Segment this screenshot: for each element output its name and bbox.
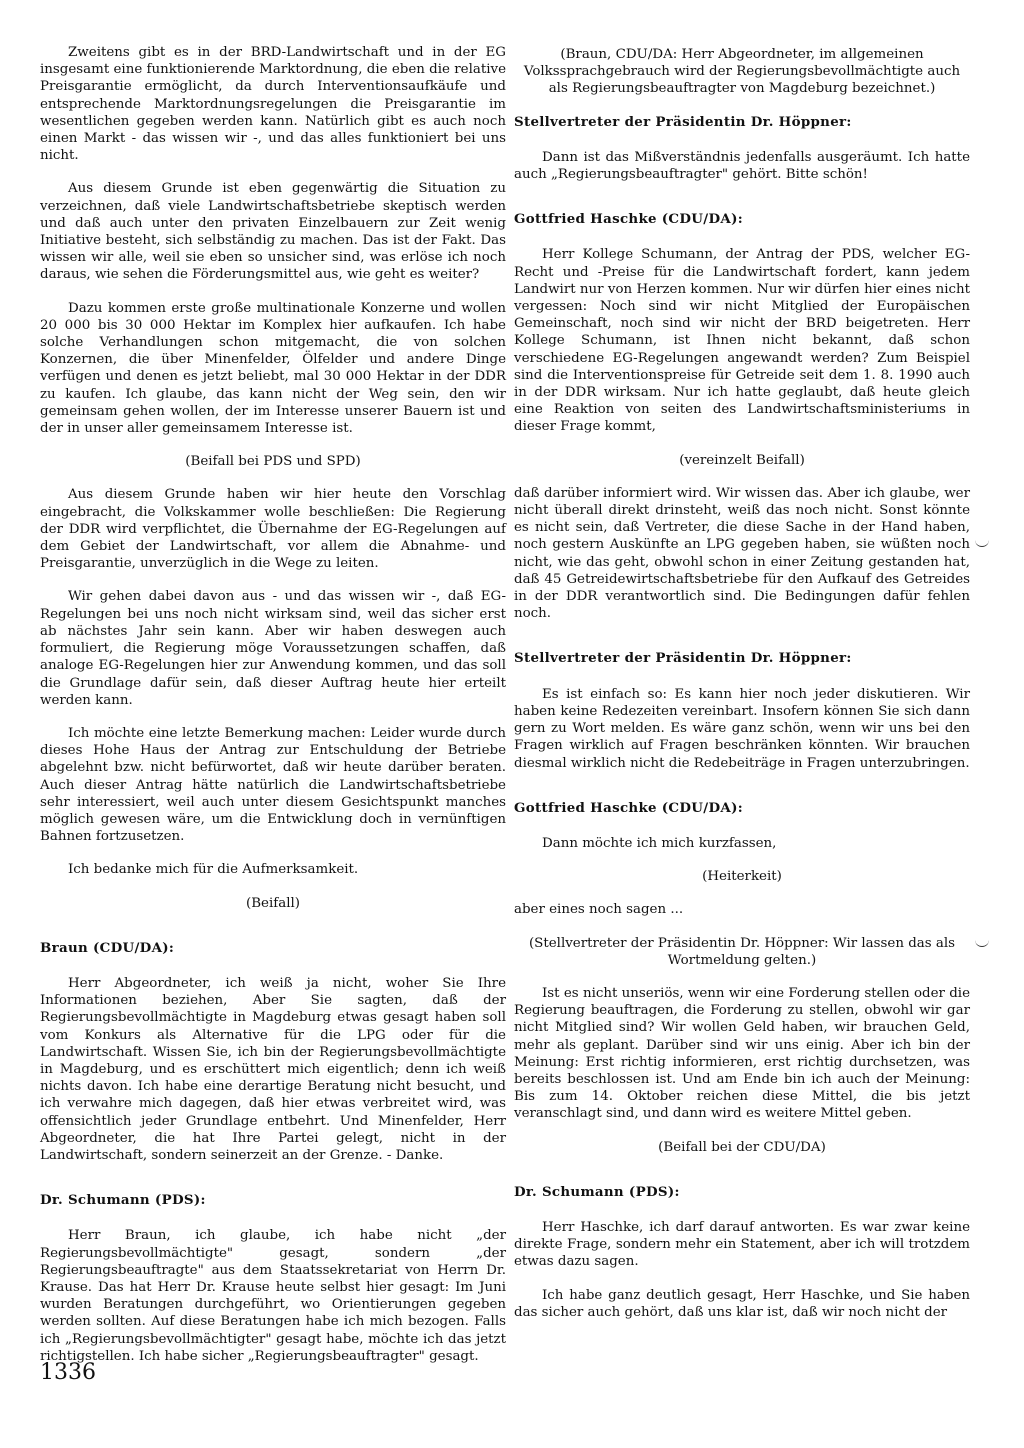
interjection: (Beifall bei PDS und SPD) [185,454,361,470]
paragraph: daß darüber informiert wird. Wir wissen das. Aber ich glaube, wer nicht überall direkt drinsteht, weiß das noch nicht. Sonst könnte es nicht sein, daß Vertreter, die diese Sache in der Hand haben, noch gestern Auskünfte an LPG gegeben haben, sie wüßten noch nicht, wie das geht, obwohl schon in einer Zeitung gestanden hat, daß 45 Getreidewirtschaftsbetriebe für den Aufkauf des Getreides in der DDR verantwortlich sind. Die Bedingungen dafür fehlen noch. [514,485,970,622]
paragraph: Dann möchte ich mich kurzfassen, [542,835,777,851]
interjection: (vereinzelt Beifall) [679,452,805,468]
left-column [40,44,506,1381]
margin-mark [975,940,989,947]
margin-mark [975,540,989,547]
speaker-heading: Braun (CDU/DA): [40,939,175,956]
paragraph: Zweitens gibt es in der BRD-Landwirtschaft und in der EG insgesamt eine funktionierende Marktordnung, die eben die relative Preisgarantie ermöglicht, da durch Interventionsaufkäufe und entsprechende Marktordnungsregelungen die Preisgarantie im wesentlichen gegeben werden kann. Natürlich gibt es auch noch einen Markt - das wissen wir -, und das alles funktioniert bei uns nicht. [40,45,506,164]
page-number: 1336 [40,1360,96,1385]
paragraph: Aus diesem Grunde ist eben gegenwärtig die Situation zu verzeichnen, daß viele Landwirtschaftsbetriebe skeptisch werden und daß auch unter den privaten Einzelbauern zur Zeit wenig Initiative besteht, sich selbständig zu machen. Das ist der Fakt. Das wissen wir alle, weil sie eben so unsicher sind, was erlöse ich noch daraus, wie sehen die Förderungsmittel aus, wie geht es weiter? [40,181,506,283]
paragraph: Wir gehen dabei davon aus - und das wissen wir -, daß EG-Regelungen bei uns noch nicht wirksam sind, weil das sicher erst ab nächstes Jahr sein kann. Aber wir haben deswegen auch formuliert, die Regierung möge Voraussetzungen schaffen, daß analoge EG-Regelungen hier zur Anwendung kommen, und das soll die Grundlage dafür sein, daß dieser Auftrag heute hier erteilt werden kann. [40,589,506,708]
paragraph: Herr Braun, ich glaube, ich habe nicht „der Regierungsbevollmächtigte" gesagt, sondern „der Regierungsbeauftragte" aus dem Staatssekretariat von Herrn Dr. Krause. Das hat Herr Dr. Krause heute selbst hier gesagt: Im Juni wurden Beratungen durchgeführt, wo Orientierungen gegeben werden sollten. Auf diese Beratungen habe ich mich bezogen. Falls ich „Regierungsbevollmächtigter" gesagt habe, möchte ich das jetzt richtigstellen. Ich habe sicher „Regierungsbeauftragter" gesagt. [40,1228,506,1364]
speaker-heading: Stellvertreter der Präsidentin Dr. Höppner: [514,113,852,130]
paragraph: Ich bedanke mich für die Aufmerksamkeit. [68,862,359,878]
paragraph: Herr Abgeordneter, ich weiß ja nicht, woher Sie Ihre Informationen beziehen, Aber Sie sagten, daß der Regierungsbevollmächtigte in Magdeburg etwas gesagt haben soll vom Konkurs als Alternative für die LPG oder für die Landwirtschaft. Wissen Sie, ich bin der Regierungsbevollmächtigte in Magdeburg, und es erschüttert mich eigentlich; denn ich weiß nichts davon. Ich habe eine derartige Beratung nicht besucht, und ich verwahre mich dagegen, daß hier etwas verbreitet wird, was offensichtlich jeder Grundlage entbehrt. Und Minenfelder, Herr Abgeordneter, die hat Ihre Partei gelegt, nicht in der Landwirtschaft, sondern seinerzeit an der Grenze. - Danke. [40,975,506,1163]
paragraph: Aus diesem Grunde haben wir hier heute den Vorschlag eingebracht, die Volkskammer wolle beschließen: Die Regierung der DDR wird verpflichtet, die Übernahme der EG-Regelungen auf dem Gebiet der Landwirtschaft, vor allem die Abnahme- und Preisgarantie, unverzüglich in die Wege zu leiten. [40,487,506,572]
paragraph: Herr Haschke, ich darf darauf antworten. Es war zwar keine direkte Frage, sondern mehr ein Statement, aber ich will trotzdem etwas dazu sagen. [514,1219,970,1270]
paragraph: aber eines noch sagen ... [514,902,684,918]
paragraph: Es ist einfach so: Es kann hier noch jeder diskutieren. Wir haben keine Redezeiten vereinbart. Insofern können Sie sich dann gern zu Wort melden. Es wäre ganz schön, wenn wir uns bei den Fragen wirklich auf Fragen beschränken könnten. Wir brauchen diesmal wirklich nicht die Redebeiträge in Fragen unterzubringen. [514,686,970,771]
speaker-heading: Gottfried Haschke (CDU/DA): [514,799,743,816]
interjection: (Stellvertreter der Präsidentin Dr. Höppner: Wir lassen das als Wortmeldung gelten.) [528,935,956,968]
speaker-heading: Gottfried Haschke (CDU/DA): [514,211,743,228]
right-column [514,46,970,1337]
paragraph: Ist es nicht unseriös, wenn wir eine Forderung stellen oder die Regierung beauftragen, die Forderung zu stellen, obwohl wir gar nicht Mitglied sind? Wir wollen Geld haben, wir brauchen Geld, mehr als geplant. Darüber sind wir uns einig. Aber ich bin der Meinung: Erst richtig informieren, erst richtig durchsetzen, was bereits beschlossen ist. Und am Ende bin ich auch der Meinung: Bis zum 14. Oktober reichen diese Mittel, die bis jetzt veranschlagt sind, und dann wird es weitere Mittel geben. [514,985,970,1122]
paragraph: Dann ist das Mißverständnis jedenfalls ausgeräumt. Ich hatte auch „Regierungsbeauftragter" gehört. Bitte schön! [514,149,970,183]
paragraph: Dazu kommen erste große multinationale Konzerne und wollen 20 000 bis 30 000 Hektar im Komplex hier aufkaufen. Ich habe solche Verhandlungen schon mitgemacht, die von solchen Konzernen, die über Minenfelder, Ölfelder und andere Dinge verfügen und denen es jetzt beliebt, mal 30 000 Hektar in der DDR zu kaufen. Ich glaube, das kann nicht der Weg sein, den wir gemeinsam gehen wollen, der im Interesse unserer Bauern ist und der in unser aller gemeinsamem Interesse ist. [40,300,506,437]
speaker-heading: Dr. Schumann (PDS): [40,1192,206,1209]
interjection: (Heiterkeit) [702,869,782,885]
speaker-heading: Stellvertreter der Präsidentin Dr. Höppner: [514,650,852,667]
paragraph: Ich möchte eine letzte Bemerkung machen: Leider wurde durch dieses Hohe Haus der Antrag zur Entschuldung der Betriebe abgelehnt bzw. nicht befürwortet, daß wir heute darüber beraten. Auch dieser Antrag hätte natürlich die Landwirtschaftsbetriebe sehr interessiert, weil auch unter diesem Gesichtspunkt manches möglich gewesen wäre, um die Entwicklung doch in vernünftigen Bahnen fortzusetzen. [40,725,506,845]
speaker-heading: Dr. Schumann (PDS): [514,1183,680,1200]
paragraph: Ich habe ganz deutlich gesagt, Herr Haschke, und Sie haben das sicher auch gehört, daß uns klar ist, daß wir noch nicht der [514,1287,970,1320]
paragraph: Herr Kollege Schumann, der Antrag der PDS, welcher EG-Recht und -Preise für die Landwirtschaft fordert, kann jedem Landwirt nur von Herzen kommen. Nur wir dürfen hier eines nicht vergessen: Noch sind wir nicht Mitglied der Europäischen Gemeinschaft, noch sind wir nicht der BRD beigetreten. Herr Kollege Schumann, ist Ihnen nicht bekannt, daß schon verschiedene EG-Regelungen angewandt werden? Zum Beispiel sind die Interventionspreise für Getreide seit dem 1. 8. 1990 auch in der DDR wirksam. Nur ich hatte geglaubt, daß heute gleich eine Reaktion von seiten des Landwirtschaftsministeriums in dieser Frage kommt, [514,247,970,435]
interjection: (Braun, CDU/DA: Herr Abgeordneter, im allgemeinen Volkssprachgebrauch wird der Regierungsbevollmächtigte auch als Regierungsbeauftragter von Magdeburg bezeichnet.) [523,47,961,97]
interjection: (Beifall bei der CDU/DA) [658,1139,826,1155]
interjection: (Beifall) [245,895,300,911]
